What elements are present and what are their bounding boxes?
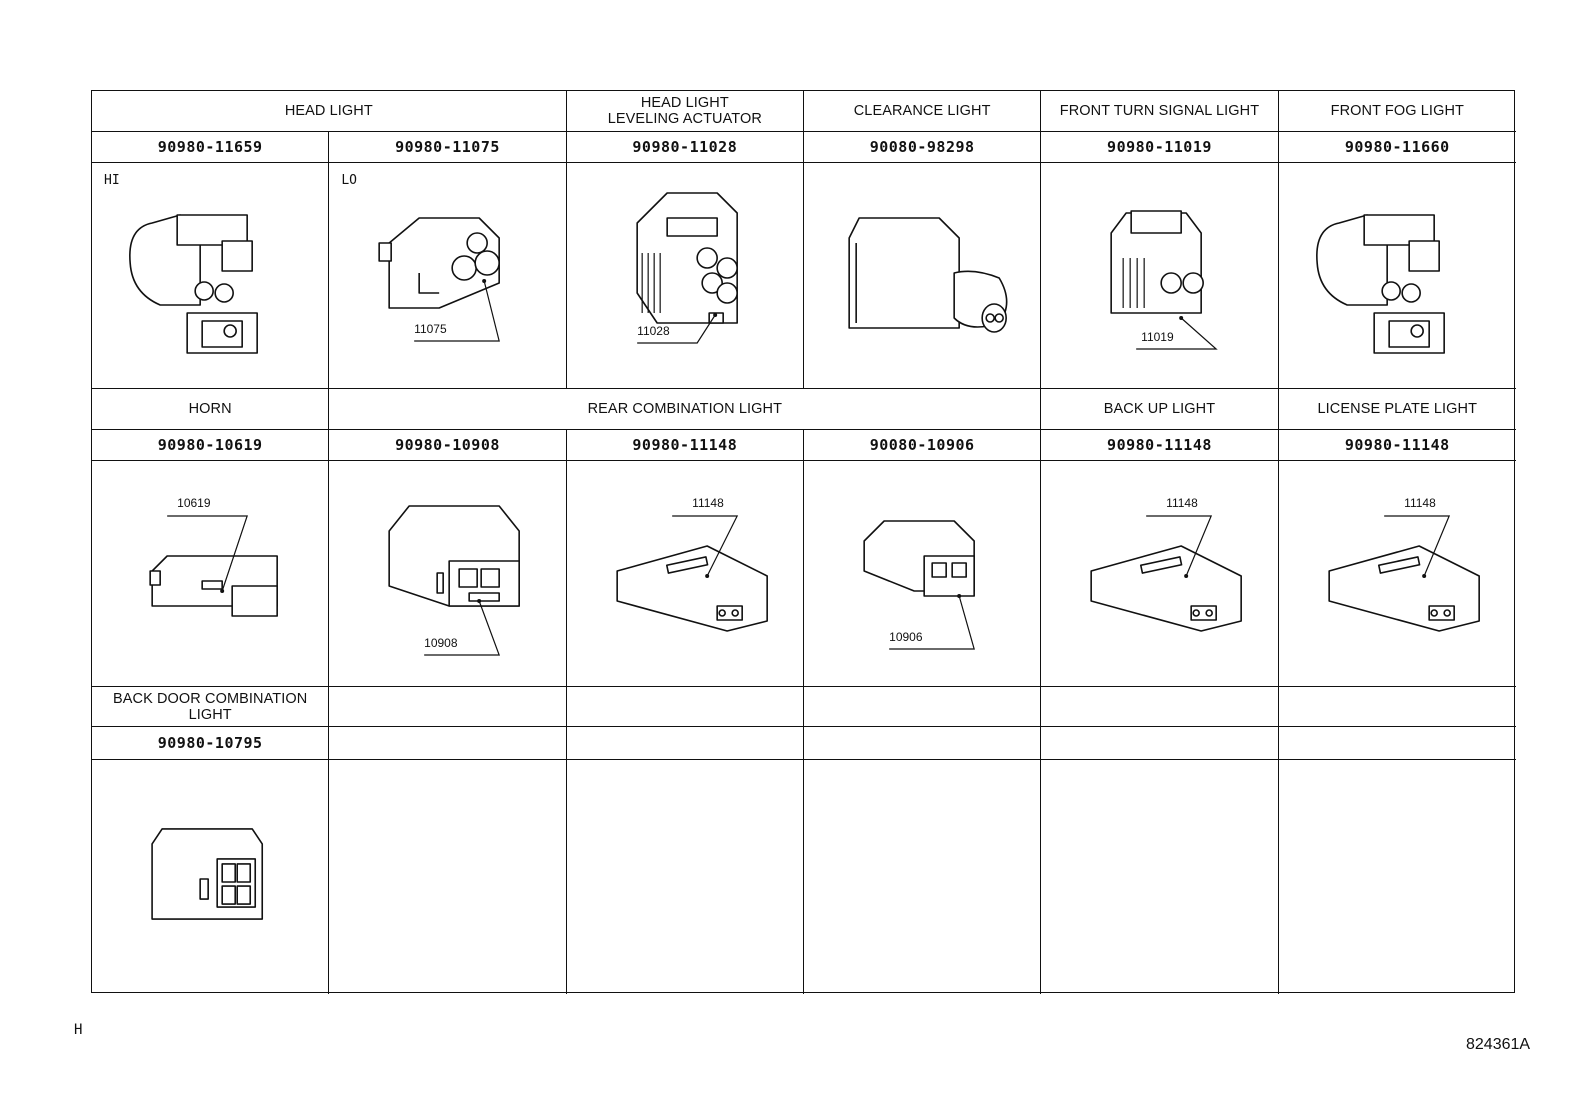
connector-image-cell bbox=[92, 760, 329, 994]
row2-title-4 bbox=[1041, 687, 1278, 727]
section-title: FRONT TURN SIGNAL LIGHT bbox=[1059, 103, 1260, 119]
row1-title-0 bbox=[92, 389, 329, 430]
part-number-cell bbox=[92, 132, 329, 163]
row2-title-1 bbox=[329, 687, 566, 727]
connector-illustration bbox=[329, 760, 564, 992]
part-number: 90080-98298 bbox=[869, 138, 975, 156]
connector-image-cell bbox=[804, 760, 1041, 994]
part-number: 90980-11075 bbox=[395, 138, 500, 156]
part-number: 90980-11148 bbox=[1344, 436, 1450, 454]
connector-image-cell bbox=[1279, 461, 1516, 687]
connector-image-cell bbox=[329, 461, 566, 687]
connector-illustration bbox=[92, 163, 327, 387]
connector-illustration bbox=[567, 163, 802, 387]
connector-illustration bbox=[92, 461, 327, 685]
connector-illustration bbox=[804, 760, 1039, 992]
part-number-cell bbox=[567, 430, 804, 461]
part-number-cell bbox=[804, 132, 1041, 163]
connector-image-cell bbox=[804, 163, 1041, 389]
callout-number: 11148 bbox=[1403, 496, 1436, 510]
callout-number: 10619 bbox=[177, 496, 211, 510]
part-number-cell bbox=[1279, 132, 1516, 163]
callout-number: 11028 bbox=[636, 324, 670, 338]
part-number: 90980-11019 bbox=[1107, 138, 1212, 156]
connector-illustration bbox=[804, 163, 1039, 387]
footer-left-mark: H bbox=[74, 1022, 83, 1038]
connector-image-cell bbox=[1279, 163, 1516, 389]
row0-title-2 bbox=[804, 91, 1041, 132]
diagram-number: 824361A bbox=[1466, 1036, 1531, 1053]
part-number-cell bbox=[329, 727, 566, 760]
connector-image-cell bbox=[1279, 760, 1516, 994]
row0-title-3 bbox=[1041, 91, 1278, 132]
section-title: LICENSE PLATE LIGHT bbox=[1317, 401, 1478, 417]
part-number-cell bbox=[1279, 430, 1516, 461]
section-title: BACK DOOR COMBINATION LIGHT bbox=[112, 690, 308, 723]
row2-title-2 bbox=[567, 687, 804, 727]
section-title: BACK UP LIGHT bbox=[1103, 401, 1216, 417]
part-number-cell bbox=[329, 132, 566, 163]
connector-image-cell bbox=[567, 461, 804, 687]
callout-number: 10906 bbox=[889, 630, 923, 644]
part-number-cell bbox=[567, 132, 804, 163]
row2-title-3 bbox=[804, 687, 1041, 727]
connector-image-cell bbox=[567, 760, 804, 994]
part-number-cell bbox=[1041, 132, 1278, 163]
callout-number: 11075 bbox=[414, 322, 447, 336]
part-number-cell bbox=[804, 727, 1041, 760]
connector-image-cell bbox=[1041, 760, 1278, 994]
connector-illustration bbox=[567, 760, 802, 992]
row1-title-2 bbox=[1041, 389, 1278, 430]
connector-image-cell bbox=[1041, 461, 1278, 687]
part-number: 90980-11659 bbox=[157, 138, 263, 156]
connector-illustration bbox=[329, 163, 564, 387]
connector-image-cell bbox=[92, 163, 329, 389]
callout-number: 10908 bbox=[424, 636, 458, 650]
part-number-cell bbox=[329, 430, 566, 461]
connector-illustration bbox=[804, 461, 1039, 685]
row0-title-4 bbox=[1279, 91, 1516, 132]
row1-title-1 bbox=[329, 389, 1041, 430]
part-number-cell bbox=[92, 430, 329, 461]
part-number: 90980-11028 bbox=[632, 138, 738, 156]
connector-illustration bbox=[92, 760, 327, 992]
section-title: CLEARANCE LIGHT bbox=[853, 103, 991, 119]
part-number: 90080-10906 bbox=[869, 436, 975, 454]
part-number-cell bbox=[1279, 727, 1516, 760]
connector-illustration bbox=[1041, 163, 1276, 387]
section-title: HEAD LIGHT LEVELING ACTUATOR bbox=[607, 95, 762, 127]
row1-title-3 bbox=[1279, 389, 1516, 430]
beam-label: HI bbox=[104, 173, 120, 188]
connector-image-cell bbox=[92, 461, 329, 687]
connector-illustration bbox=[567, 461, 802, 685]
connector-image-cell bbox=[567, 163, 804, 389]
part-number: 90980-11148 bbox=[1107, 436, 1212, 454]
connector-illustration bbox=[1279, 461, 1514, 685]
connector-illustration bbox=[329, 461, 564, 685]
row0-title-0 bbox=[92, 91, 567, 132]
part-number: 90980-11660 bbox=[1344, 138, 1450, 156]
part-number: 90980-10908 bbox=[395, 436, 500, 454]
part-number: 90980-10619 bbox=[157, 436, 263, 454]
connector-image-cell bbox=[804, 461, 1041, 687]
connector-table bbox=[91, 90, 1515, 993]
connector-illustration bbox=[1041, 461, 1276, 685]
row2-title-0 bbox=[92, 687, 329, 727]
connector-image-cell bbox=[1041, 163, 1278, 389]
row0-title-1 bbox=[567, 91, 804, 132]
part-number-cell bbox=[92, 727, 329, 760]
part-number-cell bbox=[1041, 430, 1278, 461]
connector-illustration bbox=[1041, 760, 1276, 992]
part-number-cell bbox=[567, 727, 804, 760]
connector-illustration bbox=[1279, 163, 1514, 387]
part-number: 90980-11148 bbox=[632, 436, 738, 454]
beam-label: LO bbox=[341, 173, 357, 188]
callout-number: 11148 bbox=[691, 496, 724, 510]
connector-image-cell bbox=[329, 163, 566, 389]
section-title: FRONT FOG LIGHT bbox=[1330, 103, 1464, 119]
part-number-cell bbox=[804, 430, 1041, 461]
callout-number: 11019 bbox=[1141, 330, 1174, 344]
connector-image-cell bbox=[329, 760, 566, 994]
callout-number: 11148 bbox=[1166, 496, 1199, 510]
part-number-cell bbox=[1041, 727, 1278, 760]
connector-illustration bbox=[1279, 760, 1514, 992]
section-title: HORN bbox=[188, 401, 232, 417]
section-title: REAR COMBINATION LIGHT bbox=[587, 401, 783, 417]
section-title: HEAD LIGHT bbox=[284, 103, 373, 119]
row2-title-5 bbox=[1279, 687, 1516, 727]
part-number: 90980-10795 bbox=[157, 734, 263, 752]
